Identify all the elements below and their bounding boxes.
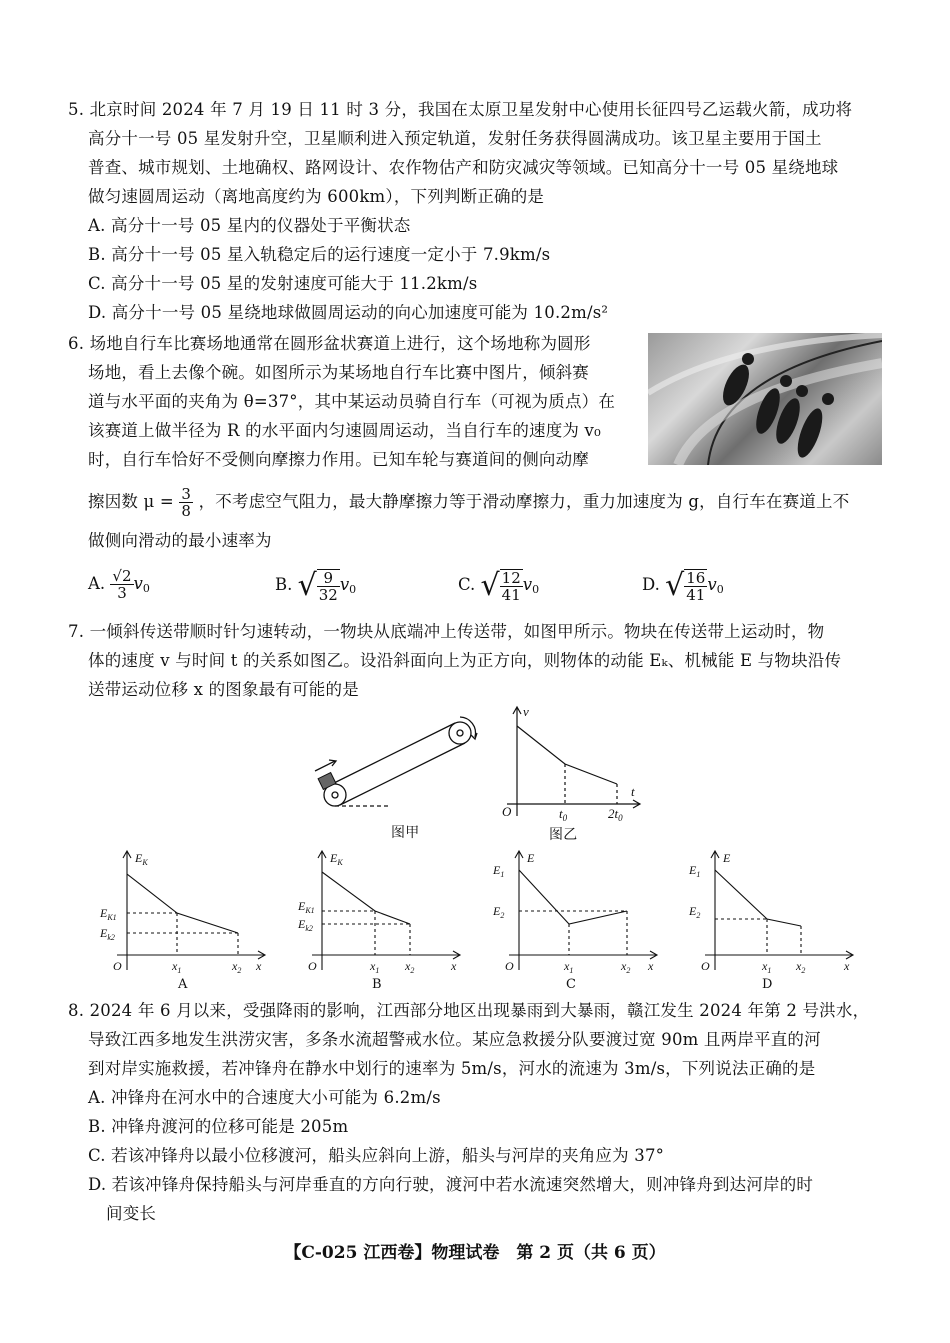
q6-stem-line: 做侧向滑动的最小速率为 (88, 531, 272, 550)
svg-text:x2: $x_2$ (405, 959, 415, 975)
q8-option-d-cont: 间变长 (106, 1204, 157, 1223)
q6-stem-text: ，不考虑空气阻力，最大静摩擦力等于滑动摩擦力，重力加速度为 g，自行车在赛道上不 (198, 492, 850, 511)
svg-text:x1: $x_1$ (172, 959, 182, 975)
svg-text:t0: $t_0$ (559, 806, 568, 822)
svg-text:x: x (844, 959, 850, 973)
svg-text:x1: $x_1$ (564, 959, 574, 975)
option-label: C. (458, 575, 476, 594)
option-label: B. (275, 575, 293, 594)
q6-stem-line: 时，自行车恰好不受侧向摩擦力作用。已知车轮与赛道间的侧向动摩 (88, 450, 589, 469)
svg-text:x: x (256, 959, 262, 973)
conveyor-belt-diagram (305, 705, 485, 815)
numerator: 16 (686, 568, 706, 587)
subscript: 0 (532, 583, 540, 596)
q5-stem-line: 普查、城市规划、土地确权、路网设计、农作物估产和防灾减灾等领域。已知高分十一号 05 星绕地球 (88, 158, 839, 177)
q6-stem-line: 6. 场地自行车比赛场地通常在圆形盆状赛道上进行，这个场地称为圆形 (68, 334, 591, 353)
graph-c-e-x (487, 848, 662, 978)
svg-text:EK: $E_K$ (330, 851, 343, 867)
q5-stem-line: 做匀速圆周运动（离地高度约为 600km），下列判断正确的是 (88, 187, 545, 206)
graph-b-ek-x (290, 848, 465, 978)
svg-text:EK1: $E_{K1}$ (100, 906, 117, 922)
q5-option-c: C. 高分十一号 05 星的发射速度可能大于 11.2km/s (88, 274, 478, 293)
svg-text:2t0: $2t_0$ (608, 806, 623, 822)
denominator: 41 (501, 585, 521, 604)
variable: v (339, 575, 350, 594)
q6-option-b (275, 568, 356, 603)
svg-text:E2: $E_2$ (689, 904, 701, 920)
q6-friction-line (88, 486, 849, 519)
subscript: 0 (142, 582, 150, 595)
q5-option-d: D. 高分十一号 05 星绕地球做圆周运动的向心加速度可能为 10.2m/s² (88, 303, 609, 322)
svg-text:x2: $x_2$ (621, 959, 631, 975)
denominator: 3 (117, 584, 127, 602)
subscript: 0 (716, 583, 724, 596)
variable: v (522, 575, 533, 594)
q8-stem-line: 8. 2024 年 6 月以来，受强降雨的影响，江西部分地区出现暴雨到大暴雨，赣江发生 2024 年第 2 号洪水， (68, 1001, 870, 1020)
graph-b-caption: B (372, 977, 382, 992)
q6-option-c (458, 568, 539, 603)
denominator: 41 (686, 585, 706, 604)
svg-text:x: x (648, 959, 654, 973)
svg-text:O: O (308, 959, 317, 973)
q6-option-d (642, 568, 724, 603)
svg-text:x2: $x_2$ (796, 959, 806, 975)
svg-text:Ek2: $E_{k2}$ (100, 926, 115, 942)
option-label: A. (88, 574, 106, 593)
svg-text:x2: $x_2$ (232, 959, 242, 975)
svg-text:E2: $E_2$ (493, 904, 505, 920)
cycling-photo-image (648, 333, 882, 465)
q7-stem-line: 7. 一倾斜传送带顺时针匀速转动，一物块从底端冲上传送带，如图甲所示。物块在传送带上运动时，物 (68, 622, 825, 641)
svg-text:x1: $x_1$ (370, 959, 380, 975)
q6-stem-line: 道与水平面的夹角为 θ=37°，其中某运动员骑自行车（可视为质点）在 (88, 392, 616, 411)
variable: v (707, 575, 717, 594)
svg-text:EK1: $E_{K1}$ (298, 899, 315, 915)
svg-text:EK: $E_K$ (135, 851, 148, 867)
svg-text:E1: $E_1$ (493, 863, 505, 879)
fig-jia-caption: 图甲 (391, 825, 420, 841)
q6-option-a (88, 568, 150, 601)
q8-stem-line: 到对岸实施救援，若冲锋舟在静水中划行的速率为 5m/s，河水的流速为 3m/s，下列说法正确的是 (88, 1059, 816, 1078)
svg-text:x1: $x_1$ (762, 959, 772, 975)
q8-option-c: C. 若该冲锋舟以最小位移渡河，船头应斜向上游，船头与河岸的夹角应为 37° (88, 1146, 665, 1165)
sqrt-expression: √ $\frac{16}{41}$ (665, 568, 706, 604)
option-fraction (110, 568, 133, 601)
mu-fraction (179, 486, 193, 519)
velocity-time-graph (495, 704, 645, 822)
variable: v (133, 574, 143, 593)
q8-option-a: A. 冲锋舟在河水中的合速度大小可能为 6.2m/s (88, 1088, 441, 1107)
svg-text:E: E (527, 851, 535, 865)
mu-denominator: 8 (181, 502, 192, 520)
graph-a-ek-x (95, 848, 270, 978)
numerator: 12 (501, 568, 521, 587)
svg-text:O: O (502, 804, 512, 819)
mu-label: 擦因数 μ = (88, 492, 174, 511)
subscript: 0 (349, 583, 357, 596)
numerator: √2 (112, 567, 132, 585)
option-label: D. (642, 575, 660, 594)
svg-text:x: x (451, 959, 457, 973)
sqrt-expression: √ $\frac{9}{32}$ (297, 568, 338, 604)
graph-d-e-x (683, 848, 858, 978)
q7-stem-line: 送带运动位移 x 的图象最有可能的是 (88, 680, 359, 699)
svg-text:Ek2: $E_{k2}$ (298, 917, 313, 933)
q5-stem-line: 5. 北京时间 2024 年 7 月 19 日 11 时 3 分，我国在太原卫星发射中心使用长征四号乙运载火箭，成功将 (68, 100, 853, 119)
q6-stem-line: 该赛道上做半径为 R 的水平面内匀速圆周运动，当自行车的速度为 v₀ (88, 421, 601, 440)
q8-option-d: D. 若该冲锋舟保持船头与河岸垂直的方向行驶，渡河中若水流速突然增大，则冲锋舟到达河岸的时 (88, 1175, 814, 1194)
q7-stem-line: 体的速度 v 与时间 t 的关系如图乙。设沿斜面向上为正方向，则物体的动能 Eₖ、机械能 E 与物块沿传 (88, 651, 842, 670)
svg-text:E: E (723, 851, 731, 865)
graph-d-caption: D (762, 977, 773, 992)
denominator: 32 (318, 585, 338, 604)
graph-a-caption: A (178, 977, 188, 992)
q5-option-a: A. 高分十一号 05 星内的仪器处于平衡状态 (88, 216, 411, 235)
q5-option-b: B. 高分十一号 05 星入轨稳定后的运行速度一定小于 7.9km/s (88, 245, 551, 264)
q5-stem-line: 高分十一号 05 星发射升空，卫星顺利进入预定轨道，发射任务获得圆满成功。该卫星主要用于国土 (88, 129, 822, 148)
mu-numerator: 3 (181, 485, 192, 503)
cycling-photo (648, 333, 882, 465)
graph-c-caption: C (566, 977, 577, 992)
v-axis-label: v (523, 704, 529, 719)
q8-option-b: B. 冲锋舟渡河的位移可能是 205m (88, 1117, 349, 1136)
svg-text:t: t (631, 784, 635, 799)
q8-stem-line: 导致江西多地发生洪涝灾害，多条水流超警戒水位。某应急救援分队要渡过宽 90m 且两岸平直的河 (88, 1030, 821, 1049)
q6-stem-line: 场地，看上去像个碗。如图所示为某场地自行车比赛中图片，倾斜赛 (88, 363, 589, 382)
numerator: 9 (317, 570, 340, 587)
sqrt-expression: √ $\frac{12}{41}$ (480, 568, 521, 604)
page-footer: 【C-025 江西卷】物理试卷 第 2 页（共 6 页） (284, 1243, 666, 1263)
fig-yi-caption: 图乙 (549, 827, 578, 843)
svg-text:E1: $E_1$ (689, 863, 701, 879)
svg-text:O: O (505, 959, 514, 973)
svg-text:O: O (113, 959, 122, 973)
svg-text:O: O (701, 959, 710, 973)
